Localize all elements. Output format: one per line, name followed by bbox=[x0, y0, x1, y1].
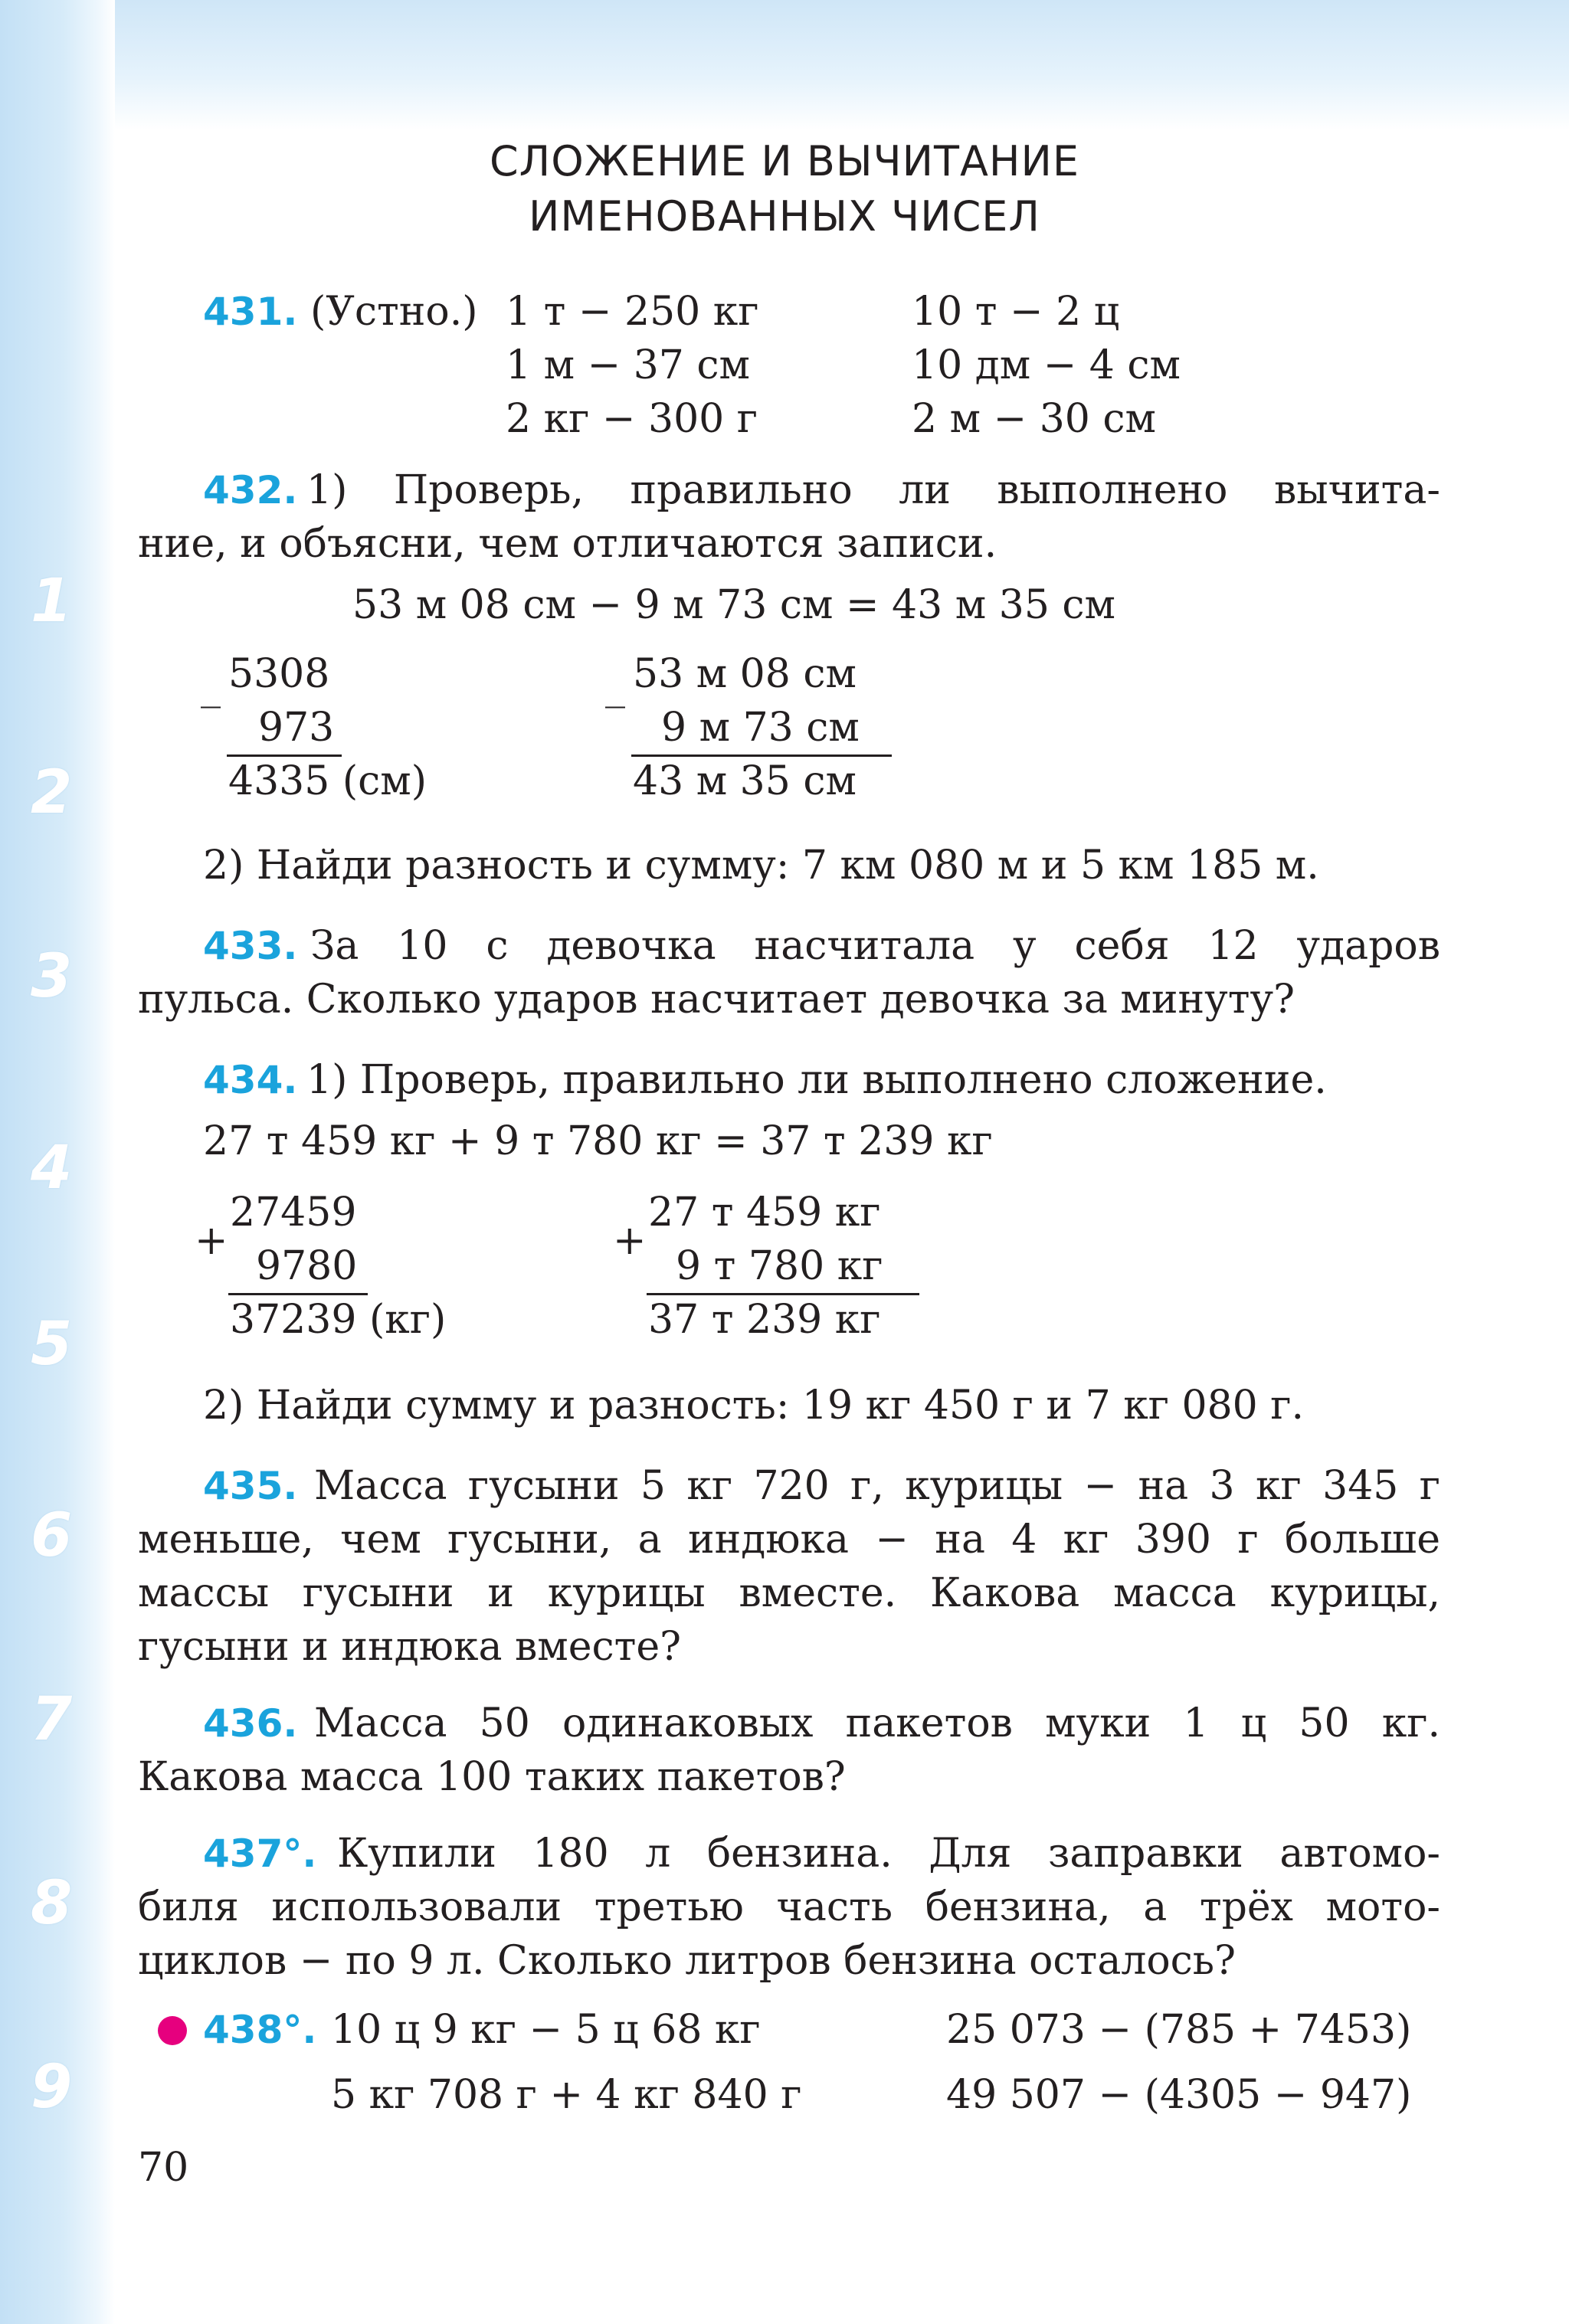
col-b-result: 43 м 35 см bbox=[633, 758, 857, 804]
oral-label: (Устно.) bbox=[310, 289, 478, 335]
minus-sign-b: _ bbox=[605, 663, 625, 709]
task-432-part2: 2) Найди разность и сумму: 7 км 080 м и 5 км 185 м. bbox=[203, 843, 1319, 889]
col-c-result: 37239 (кг) bbox=[230, 1297, 447, 1343]
col-a-result: 4335 (см) bbox=[228, 758, 427, 804]
task-432-equation: 53 м 08 см − 9 м 73 см = 43 м 35 см bbox=[352, 582, 1115, 628]
col-b-top: 53 м 08 см bbox=[633, 651, 857, 697]
task-437-line2: биля использовали третью часть бензина, а трёх мото- bbox=[138, 1884, 1440, 1930]
task-number-436: 436. bbox=[203, 1701, 298, 1746]
plus-sign-a: + bbox=[195, 1218, 228, 1264]
task-434-line1: 1) Проверь, правильно ли выполнено сложение. bbox=[306, 1057, 1327, 1103]
task-436-line1: Масса 50 одинаковых пакетов муки 1 ц 50 кг. bbox=[314, 1700, 1440, 1746]
side-digit-2: 2 bbox=[31, 758, 73, 827]
col-d-top: 27 т 459 кг bbox=[648, 1190, 881, 1236]
col-d-result: 37 т 239 кг bbox=[648, 1297, 881, 1343]
expr-431-3a: 2 кг − 300 г bbox=[506, 396, 758, 442]
task-437-line1: Купили 180 л бензина. Для заправки автомо- bbox=[337, 1831, 1440, 1877]
col-b-mid: 9 м 73 см bbox=[661, 705, 860, 751]
side-digit-6: 6 bbox=[31, 1501, 73, 1570]
expr-438-1b: 25 073 − (785 + 7453) bbox=[946, 2007, 1412, 2053]
task-434-part2: 2) Найди сумму и разность: 19 кг 450 г и 7 кг 080 г. bbox=[203, 1383, 1305, 1429]
task-435-line2: меньше, чем гусыни, а индюка − на 4 кг 390 г больше bbox=[138, 1517, 1440, 1563]
task-number-434: 434. bbox=[203, 1058, 298, 1102]
marker-dot bbox=[158, 2016, 187, 2045]
top-band bbox=[0, 0, 1569, 130]
section-title-line2: ИМЕНОВАННЫХ ЧИСЕЛ bbox=[528, 192, 1041, 241]
task-437-line3: циклов − по 9 л. Сколько литров бензина осталось? bbox=[138, 1938, 1236, 1984]
section-title-line1: СЛОЖЕНИЕ И ВЫЧИТАНИЕ bbox=[489, 137, 1080, 185]
side-digit-3: 3 bbox=[31, 942, 73, 1011]
expr-431-2b: 10 дм − 4 см bbox=[912, 342, 1181, 388]
task-number-433: 433. bbox=[203, 924, 298, 968]
side-digit-7: 7 bbox=[31, 1685, 73, 1754]
plus-sign-b: + bbox=[613, 1218, 647, 1264]
expr-431-1a: 1 т − 250 кг bbox=[506, 289, 759, 335]
expr-438-2a: 5 кг 708 г + 4 кг 840 г bbox=[331, 2072, 802, 2118]
page-number: 70 bbox=[138, 2145, 189, 2191]
col-c-mid: 9780 bbox=[256, 1243, 358, 1289]
expr-438-2b: 49 507 − (4305 − 947) bbox=[946, 2072, 1412, 2118]
side-digit-8: 8 bbox=[31, 1869, 73, 1938]
col-d-mid: 9 т 780 кг bbox=[676, 1243, 883, 1289]
side-digit-9: 9 bbox=[31, 2053, 73, 2122]
task-number-432: 432. bbox=[203, 468, 298, 512]
col-c-top: 27459 bbox=[230, 1190, 357, 1236]
minus-sign-a: _ bbox=[201, 663, 221, 709]
expr-438-1a: 10 ц 9 кг − 5 ц 68 кг bbox=[331, 2007, 761, 2053]
task-432-line2: ние, и объясни, чем отличаются записи. bbox=[138, 521, 997, 567]
expr-431-1b: 10 т − 2 ц bbox=[912, 289, 1120, 335]
expr-431-3b: 2 м − 30 см bbox=[912, 396, 1156, 442]
task-432-line1: 1) Проверь, правильно ли выполнено вычита- bbox=[306, 467, 1440, 513]
task-435-line1: Масса гусыни 5 кг 720 г, курицы − на 3 кг 345 г bbox=[314, 1463, 1440, 1509]
task-433-line1: За 10 с девочка насчитала у себя 12 ударов bbox=[310, 923, 1440, 969]
task-433-line2: пульса. Сколько ударов насчитает девочка за минуту? bbox=[138, 977, 1295, 1023]
task-436-line2: Какова масса 100 таких пакетов? bbox=[138, 1754, 846, 1800]
col-a-top: 5308 bbox=[228, 651, 330, 697]
side-digit-5: 5 bbox=[31, 1310, 73, 1379]
side-digit-4: 4 bbox=[31, 1134, 73, 1203]
task-number-431: 431. bbox=[203, 290, 298, 334]
task-435-line4: гусыни и индюка вместе? bbox=[138, 1624, 682, 1670]
task-435-line3: массы гусыни и курицы вместе. Какова масса курицы, bbox=[138, 1570, 1440, 1616]
task-434-equation: 27 т 459 кг + 9 т 780 кг = 37 т 239 кг bbox=[203, 1118, 993, 1164]
col-a-mid: 973 bbox=[258, 705, 335, 751]
task-number-438: 438°. bbox=[203, 2008, 317, 2052]
task-number-437: 437°. bbox=[203, 1831, 317, 1876]
expr-431-2a: 1 м − 37 см bbox=[506, 342, 750, 388]
side-digit-1: 1 bbox=[31, 567, 73, 636]
task-number-435: 435. bbox=[203, 1464, 298, 1508]
